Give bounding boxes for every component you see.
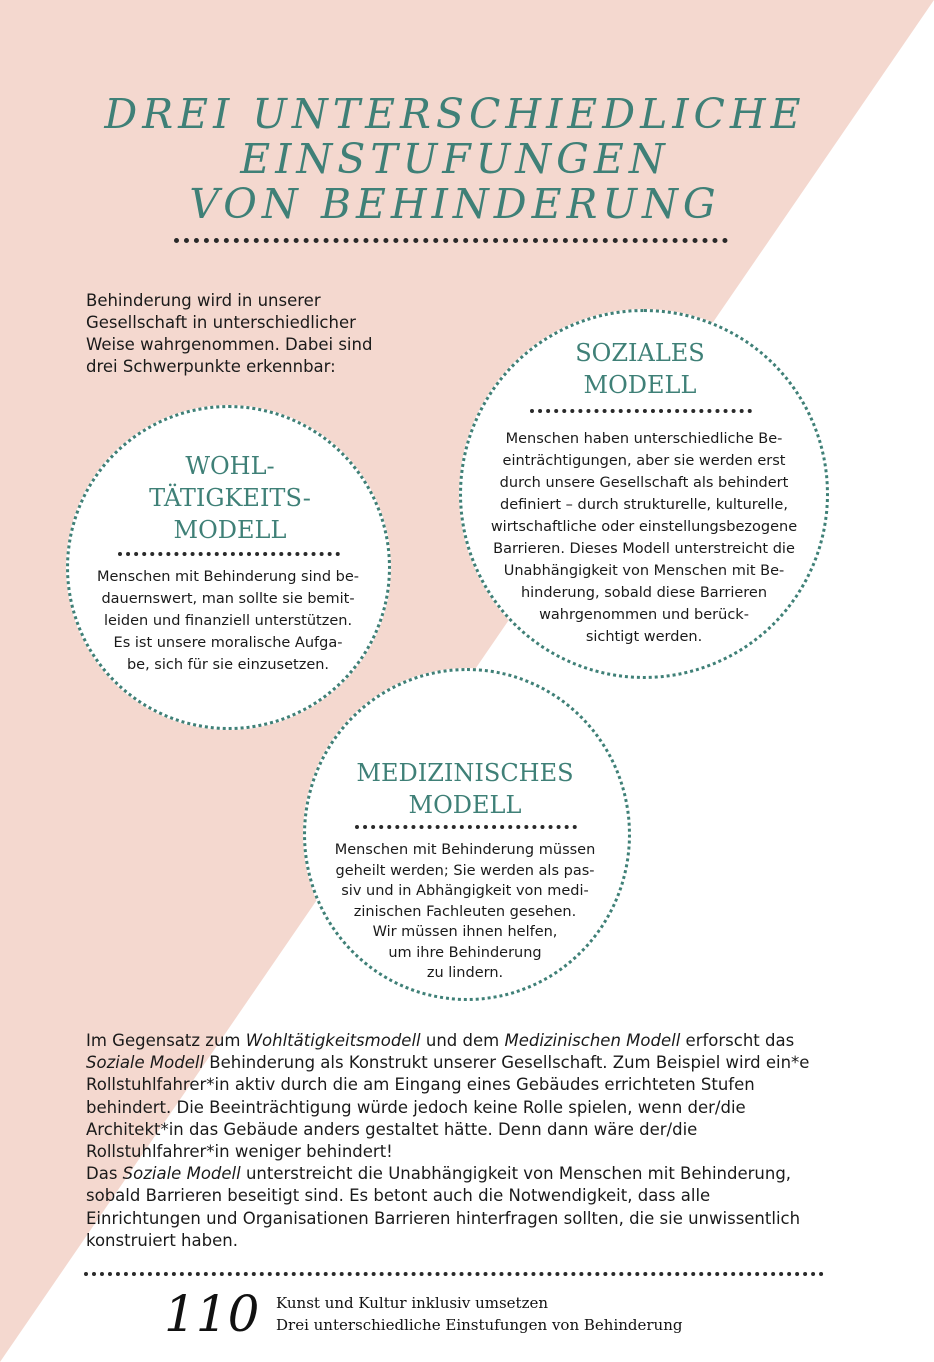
body-p1-emphasis: Soziale Modell [86, 1053, 205, 1073]
medizinisch-heading-line-1: MEDIZINISCHES [356, 759, 574, 787]
title-line-3: VON BEHINDERUNG [189, 180, 721, 228]
wohltaetigkeit-heading [110, 450, 350, 546]
wohltaetigkeit-text-line: Menschen mit Behinderung sind be- [96, 569, 359, 585]
footer-line-2: Drei unterschiedliche Einstufungen von Behinderung [276, 1316, 683, 1334]
sozial-text-line: Menschen haben unterschiedliche Be- [505, 431, 783, 447]
sozial-text-line: definiert – durch strukturelle, kulturelle, [500, 497, 788, 513]
medizinisch-text-line: Wir müssen ihnen helfen, [372, 924, 558, 940]
wohltaetigkeit-text-line: leiden und finanziell unterstützen. [103, 613, 353, 629]
medizinisch-text-line: geheilt werden; Sie werden als pas- [335, 862, 595, 879]
sozial-divider [530, 409, 752, 413]
sozial-text-line: Barrieren. Dieses Modell unterstreicht die [493, 541, 795, 557]
medizinisch-text-line: um ihre Behinderung [388, 944, 542, 961]
medizinisch-text-line: Menschen mit Behinderung müssen [334, 842, 596, 858]
title-line-2: EINSTUFUNGEN [240, 135, 670, 183]
footer-caption [276, 1292, 682, 1336]
body-p1-text: erforscht das [680, 1031, 795, 1050]
title-divider [174, 238, 728, 243]
sozial-text-line: sichtigt werden. [585, 629, 703, 645]
medizinisch-heading-line-2: MODELL [408, 791, 522, 819]
title-line-1: DREI UNTERSCHIEDLICHE [104, 90, 806, 138]
medizinisch-text-line: zinischen Fachleuten gesehen. [353, 903, 577, 920]
wohltaetigkeit-divider [118, 552, 340, 556]
sozial-heading-line-2: MODELL [583, 371, 697, 399]
body-p1-emphasis: Medizinischen Modell [504, 1031, 681, 1050]
wohltaetigkeit-text-line: Es ist unsere moralische Aufga- [113, 635, 343, 651]
body-p1-emphasis: Wohltätigkeitsmodell [245, 1031, 421, 1050]
intro-paragraph: Behinderung wird in unserer Gesellschaft in unterschiedlicher Weise wahrgenommen. Dabei sind drei Schwerpunkte erkennbar: [86, 291, 373, 376]
sozial-heading-line-1: SOZIALES [575, 339, 705, 367]
wohltaetigkeit-heading-line-3: MODELL [173, 516, 287, 544]
medizinisch-divider [355, 825, 577, 829]
sozial-text-line: einträchtigungen, aber sie werden erst [502, 453, 786, 469]
body-p1-text: Behinderung als Konstrukt unserer Gesellschaft. Zum Beispiel wird ein*e Rollstuhlfahrer*in aktiv durch die am Eingang eines Gebäudes errichteten Stufen behindert. Die Beeinträchtigung würde jedoch keine Rolle spielen, wenn der/die Architekt*in das Gebäude anders gestaltet hätte. Denn dann wäre der/die Rollstuhlfahrer*in weniger behindert! [86, 1053, 810, 1162]
body-paragraph-1 [86, 1030, 826, 1163]
body-paragraph-2 [86, 1163, 826, 1252]
medizinisch-text-line: zu lindern. [426, 965, 504, 981]
wohltaetigkeit-text-line: be, sich für sie einzusetzen. [126, 657, 330, 673]
sozial-text-line: durch unsere Gesellschaft als behindert [499, 475, 789, 491]
body-p2-text: unterstreicht die Unabhängigkeit von Menschen mit Behinderung, sobald Barrieren beseitigt sind. Es betont auch die Notwendigkeit, dass alle Einrichtungen und Organisationen Barrieren hinterfragen sollten, die sie unwissentlich konstruiert haben. [86, 1164, 801, 1250]
medizinisch-text-line: siv und in Abhängigkeit von medi- [341, 883, 589, 899]
page-number: 110 [164, 1285, 260, 1343]
footer-divider [84, 1272, 824, 1276]
medizinisch-text [315, 840, 615, 984]
sozial-text-line: hinderung, sobald diese Barrieren [520, 585, 768, 601]
sozial-text-line: wirtschaftliche oder einstellungsbezogene [490, 519, 798, 535]
sozial-heading [520, 337, 760, 401]
sozial-text-line: wahrgenommen und berück- [539, 607, 749, 623]
body-p2-emphasis: Soziale Modell [122, 1164, 241, 1184]
sozial-text-line: Unabhängigkeit von Menschen mit Be- [503, 563, 785, 579]
footer-line-1: Kunst und Kultur inklusiv umsetzen [276, 1294, 549, 1312]
body-p1-text: Im Gegensatz zum [86, 1031, 246, 1050]
wohltaetigkeit-text-line: dauernswert, man sollte sie bemit- [101, 591, 355, 607]
sozial-text [472, 428, 816, 648]
medizinisch-heading [330, 757, 600, 821]
body-p1-text: und dem [420, 1031, 505, 1050]
body-p2-text: Das [86, 1164, 123, 1184]
page-title [60, 92, 850, 227]
wohltaetigkeit-text [78, 566, 378, 676]
body-text [86, 1030, 826, 1252]
wohltaetigkeit-heading-line-2: TÄTIGKEITS- [149, 484, 311, 512]
wohltaetigkeit-heading-line-1: WOHL- [185, 452, 275, 480]
